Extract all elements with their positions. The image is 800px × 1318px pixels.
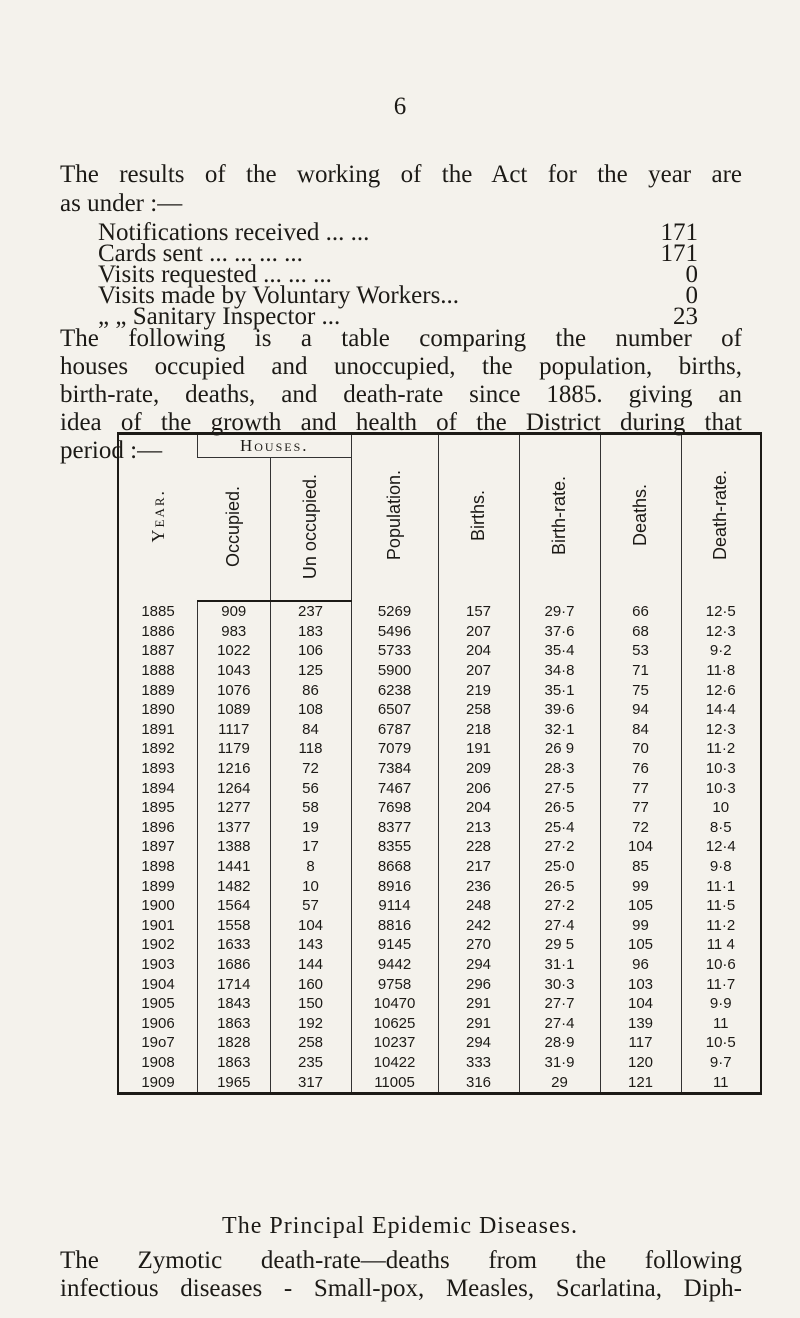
birth-rate-cell: 25·4: [519, 818, 600, 838]
table-row: [118, 955, 761, 975]
table-row: [118, 759, 761, 779]
death-rate-cell: 11·2: [681, 739, 761, 759]
population-cell: 10470: [351, 994, 438, 1014]
occupied-cell: 1264: [198, 778, 271, 798]
paragraph-line: birth-rate, deaths, and death-rate since 1885. giving an: [60, 381, 742, 408]
unoccupied-cell: 235: [270, 1053, 351, 1073]
year-cell: 1885: [141, 602, 175, 620]
births-cell: 157: [438, 601, 519, 622]
deaths-cell: 72: [600, 818, 681, 838]
unoccupied-cell: 72: [270, 759, 351, 779]
unoccupied-cell: 192: [270, 1013, 351, 1033]
occupied-cell: 1043: [198, 661, 271, 681]
birth-rate-cell: 27·4: [519, 1013, 600, 1033]
births-cell: 204: [438, 641, 519, 661]
births-cell: 218: [438, 720, 519, 740]
paragraph-line: houses occupied and unoccupied, the population, births,: [60, 353, 742, 380]
notification-label: Visits made by Voluntary Workers...: [98, 282, 460, 309]
births-cell: 333: [438, 1053, 519, 1073]
table-row: [118, 661, 761, 681]
deaths-cell: 96: [600, 955, 681, 975]
birth-rate-cell: 28·9: [519, 1033, 600, 1053]
population-cell: 11005: [351, 1072, 438, 1093]
death-rate-cell: 11·2: [681, 916, 761, 936]
population-cell: 5900: [351, 661, 438, 681]
occupied-cell: 1216: [198, 759, 271, 779]
births-cell: 228: [438, 837, 519, 857]
deaths-cell: 104: [600, 994, 681, 1014]
death-rate-cell: 10·3: [681, 778, 761, 798]
occupied-cell: 1076: [198, 680, 271, 700]
population-cell: 6507: [351, 700, 438, 720]
births-cell: 291: [438, 1013, 519, 1033]
table-row: [118, 837, 761, 857]
occupied-cell: 1686: [198, 955, 271, 975]
births-cell: 242: [438, 916, 519, 936]
population-cell: 6787: [351, 720, 438, 740]
paragraph-line: The Zymotic death-rate—deaths from the following: [60, 1247, 742, 1274]
paragraph-line: idea of the growth and health of the District during that: [60, 409, 742, 436]
birth-rate-cell: 32·1: [519, 720, 600, 740]
deaths-cell: 66: [600, 601, 681, 622]
births-cell: 207: [438, 622, 519, 642]
births-cell: 236: [438, 876, 519, 896]
deaths-cell: 84: [600, 720, 681, 740]
birth-rate-cell: 37·6: [519, 622, 600, 642]
death-rate-cell: 10: [681, 798, 761, 818]
deaths-cell: 99: [600, 916, 681, 936]
births-cell: 296: [438, 974, 519, 994]
deaths-cell: 104: [600, 837, 681, 857]
population-cell: 8916: [351, 876, 438, 896]
year-cell: 1892: [141, 740, 175, 758]
death-rate-cell: 9·8: [681, 857, 761, 877]
unoccupied-cell: 58: [270, 798, 351, 818]
page-number: 6: [393, 93, 407, 120]
population-cell: 8377: [351, 818, 438, 838]
unoccupied-cell: 57: [270, 896, 351, 916]
occupied-cell: 1388: [198, 837, 271, 857]
population-cell: 5269: [351, 601, 438, 622]
occupied-cell: 1863: [198, 1053, 271, 1073]
deaths-cell: 99: [600, 876, 681, 896]
unoccupied-cell: 125: [270, 661, 351, 681]
death-rate-cell: 11: [681, 1072, 761, 1093]
deaths-cell: 103: [600, 974, 681, 994]
notification-value: 171: [660, 219, 698, 246]
birth-rate-cell: 27·4: [519, 916, 600, 936]
death-rate-cell: 10·3: [681, 759, 761, 779]
paragraph-line: period :—: [60, 437, 163, 464]
population-cell: 7467: [351, 778, 438, 798]
births-cell: 204: [438, 798, 519, 818]
unoccupied-cell: 160: [270, 974, 351, 994]
table-row: [118, 876, 761, 896]
occupied-cell: 1965: [198, 1072, 271, 1093]
occupied-cell: 1089: [198, 700, 271, 720]
birth-rate-cell: 29: [519, 1072, 600, 1093]
intro-line-2: as under :—: [60, 190, 183, 217]
year-cell: 19o7: [141, 1034, 175, 1052]
population-cell: 8668: [351, 857, 438, 877]
birth-rate-cell: 27·2: [519, 837, 600, 857]
population-cell: 7698: [351, 798, 438, 818]
births-cell: 270: [438, 935, 519, 955]
occupied-cell: 1828: [198, 1033, 271, 1053]
notification-label: Cards sent ... ... ... ...: [98, 240, 303, 267]
population-cell: 10237: [351, 1033, 438, 1053]
unoccupied-cell: 19: [270, 818, 351, 838]
population-cell: 9114: [351, 896, 438, 916]
death-rate-cell: 12·3: [681, 720, 761, 740]
paragraph-line: The following is a table comparing the number of: [60, 325, 742, 352]
population-header: Population.: [351, 434, 438, 602]
occupied-cell: 1633: [198, 935, 271, 955]
death-rate-cell: 9·9: [681, 994, 761, 1014]
birth-rate-cell: 31·9: [519, 1053, 600, 1073]
unoccupied-cell: 118: [270, 739, 351, 759]
births-cell: 316: [438, 1072, 519, 1093]
unoccupied-cell: 144: [270, 955, 351, 975]
birth-rate-cell: 27·2: [519, 896, 600, 916]
notification-label: Notifications received ... ...: [98, 219, 370, 246]
occupied-header: Occupied.: [198, 458, 271, 602]
death-rate-header: Death-rate.: [681, 434, 761, 602]
unoccupied-cell: 317: [270, 1072, 351, 1093]
population-cell: 5733: [351, 641, 438, 661]
birth-rate-cell: 27·7: [519, 994, 600, 1014]
births-cell: 258: [438, 700, 519, 720]
death-rate-cell: 8·5: [681, 818, 761, 838]
table-row: [118, 739, 761, 759]
deaths-cell: 121: [600, 1072, 681, 1093]
year-cell: 1909: [141, 1073, 175, 1091]
births-cell: 291: [438, 994, 519, 1014]
unoccupied-cell: 108: [270, 700, 351, 720]
population-cell: 9145: [351, 935, 438, 955]
year-cell: 1894: [141, 779, 175, 797]
birth-rate-cell: 27·5: [519, 778, 600, 798]
births-cell: 191: [438, 739, 519, 759]
year-cell: 1896: [141, 818, 175, 836]
deaths-cell: 77: [600, 778, 681, 798]
deaths-cell: 76: [600, 759, 681, 779]
table-row: [118, 778, 761, 798]
death-rate-cell: 12·4: [681, 837, 761, 857]
death-rate-cell: 11·7: [681, 974, 761, 994]
population-cell: 10625: [351, 1013, 438, 1033]
year-cell: 1897: [141, 838, 175, 856]
unoccupied-cell: 150: [270, 994, 351, 1014]
unoccupied-cell: 143: [270, 935, 351, 955]
births-cell: 206: [438, 778, 519, 798]
table-row: [118, 974, 761, 994]
death-rate-cell: 12·3: [681, 622, 761, 642]
population-cell: 7079: [351, 739, 438, 759]
death-rate-cell: 12·6: [681, 680, 761, 700]
notification-label: Visits requested ... ... ...: [98, 261, 332, 288]
houses-header: Houses.: [198, 434, 352, 458]
birth-rate-cell: 28·3: [519, 759, 600, 779]
statistics-table: [117, 432, 762, 1095]
year-cell: 1891: [141, 720, 175, 738]
births-cell: 213: [438, 818, 519, 838]
occupied-cell: 1117: [198, 720, 271, 740]
year-cell: 1893: [141, 760, 175, 778]
death-rate-cell: 11·5: [681, 896, 761, 916]
year-cell: 1889: [141, 681, 175, 699]
unoccupied-cell: 104: [270, 916, 351, 936]
zymotic-paragraph: [60, 1247, 742, 1303]
death-rate-cell: 10·6: [681, 955, 761, 975]
table-row: [118, 601, 761, 622]
notification-value: 0: [685, 261, 698, 288]
year-cell: 1899: [141, 877, 175, 895]
deaths-cell: 120: [600, 1053, 681, 1073]
birth-rate-cell: 29 5: [519, 935, 600, 955]
table-row: [118, 1053, 761, 1073]
birth-rate-cell: 35·1: [519, 680, 600, 700]
table-row: [118, 1072, 761, 1093]
death-rate-cell: 11 4: [681, 935, 761, 955]
occupied-cell: 1863: [198, 1013, 271, 1033]
table-row: [118, 700, 761, 720]
year-cell: 1890: [141, 701, 175, 719]
birth-rate-cell: 31·1: [519, 955, 600, 975]
occupied-cell: 1482: [198, 876, 271, 896]
deaths-cell: 70: [600, 739, 681, 759]
births-cell: 217: [438, 857, 519, 877]
death-rate-cell: 12·5: [681, 601, 761, 622]
table-row: [118, 916, 761, 936]
deaths-cell: 94: [600, 700, 681, 720]
table-row: [118, 1033, 761, 1053]
birth-rate-cell: 26·5: [519, 798, 600, 818]
population-cell: 9758: [351, 974, 438, 994]
occupied-cell: 1022: [198, 641, 271, 661]
occupied-cell: 983: [198, 622, 271, 642]
births-cell: 207: [438, 661, 519, 681]
year-cell: 1898: [141, 858, 175, 876]
deaths-cell: 75: [600, 680, 681, 700]
year-cell: 1888: [141, 662, 175, 680]
birth-rate-cell: 29·7: [519, 601, 600, 622]
unoccupied-cell: 17: [270, 837, 351, 857]
notification-value: 171: [660, 240, 698, 267]
occupied-cell: 1843: [198, 994, 271, 1014]
population-cell: 5496: [351, 622, 438, 642]
year-cell: 1886: [141, 622, 175, 640]
notification-label: „ „ Sanitary Inspector ...: [98, 303, 341, 330]
notification-value: 0: [685, 282, 698, 309]
year-cell: 1887: [141, 642, 175, 660]
death-rate-cell: 14·4: [681, 700, 761, 720]
year-cell: 1904: [141, 975, 175, 993]
birth-rate-cell: 25·0: [519, 857, 600, 877]
table-row: [118, 1013, 761, 1033]
year-cell: 1902: [141, 936, 175, 954]
births-cell: 294: [438, 1033, 519, 1053]
year-cell: 1908: [141, 1053, 175, 1071]
deaths-cell: 77: [600, 798, 681, 818]
deaths-cell: 68: [600, 622, 681, 642]
year-cell: 1895: [141, 799, 175, 817]
deaths-cell: 85: [600, 857, 681, 877]
unoccupied-cell: 106: [270, 641, 351, 661]
deaths-cell: 139: [600, 1013, 681, 1033]
occupied-cell: 1564: [198, 896, 271, 916]
deaths-cell: 105: [600, 896, 681, 916]
table-row: [118, 818, 761, 838]
population-cell: 7384: [351, 759, 438, 779]
occupied-cell: 909: [198, 601, 271, 622]
intro-line-1: The results of the working of the Act for the year are: [60, 161, 742, 188]
deaths-cell: 105: [600, 935, 681, 955]
death-rate-cell: 11·8: [681, 661, 761, 681]
births-cell: 248: [438, 896, 519, 916]
death-rate-cell: 11·1: [681, 876, 761, 896]
year-cell: 1906: [141, 1014, 175, 1032]
birth-rate-header: Birth-rate.: [519, 434, 600, 602]
deaths-cell: 53: [600, 641, 681, 661]
births-cell: 209: [438, 759, 519, 779]
table-row: [118, 720, 761, 740]
year-cell: 1905: [141, 995, 175, 1013]
table-row: [118, 798, 761, 818]
birth-rate-cell: 39·6: [519, 700, 600, 720]
unoccupied-cell: 84: [270, 720, 351, 740]
unoccupied-cell: 237: [270, 601, 351, 622]
year-header: Year.: [147, 488, 168, 543]
birth-rate-cell: 30·3: [519, 974, 600, 994]
births-cell: 219: [438, 680, 519, 700]
deaths-cell: 117: [600, 1033, 681, 1053]
deaths-header: Deaths.: [600, 434, 681, 602]
section-heading: The Principal Epidemic Diseases.: [222, 1213, 578, 1239]
population-cell: 6238: [351, 680, 438, 700]
unoccupied-cell: 56: [270, 778, 351, 798]
population-cell: 8355: [351, 837, 438, 857]
table-row: [118, 935, 761, 955]
unoccupied-cell: 183: [270, 622, 351, 642]
unoccupied-cell: 10: [270, 876, 351, 896]
birth-rate-cell: 26 9: [519, 739, 600, 759]
unoccupied-header: Un occupied.: [270, 458, 351, 602]
table-row: [118, 641, 761, 661]
table-row: [118, 622, 761, 642]
table-row: [118, 896, 761, 916]
year-cell: 1903: [141, 955, 175, 973]
occupied-cell: 1714: [198, 974, 271, 994]
notification-value: 23: [673, 303, 698, 330]
occupied-cell: 1277: [198, 798, 271, 818]
population-cell: 9442: [351, 955, 438, 975]
occupied-cell: 1441: [198, 857, 271, 877]
occupied-cell: 1558: [198, 916, 271, 936]
table-row: [118, 994, 761, 1014]
birth-rate-cell: 35·4: [519, 641, 600, 661]
birth-rate-cell: 34·8: [519, 661, 600, 681]
year-cell: 1901: [141, 916, 175, 934]
table-row: [118, 680, 761, 700]
death-rate-cell: 9·7: [681, 1053, 761, 1073]
birth-rate-cell: 26·5: [519, 876, 600, 896]
births-header: Births.: [438, 434, 519, 602]
table-row: [118, 857, 761, 877]
year-cell: 1900: [141, 897, 175, 915]
death-rate-cell: 11: [681, 1013, 761, 1033]
unoccupied-cell: 8: [270, 857, 351, 877]
occupied-cell: 1179: [198, 739, 271, 759]
unoccupied-cell: 86: [270, 680, 351, 700]
births-cell: 294: [438, 955, 519, 975]
paragraph-line: infectious diseases - Small-pox, Measles, Scarlatina, Diph-: [60, 1275, 742, 1302]
population-cell: 10422: [351, 1053, 438, 1073]
death-rate-cell: 9·2: [681, 641, 761, 661]
occupied-cell: 1377: [198, 818, 271, 838]
death-rate-cell: 10·5: [681, 1033, 761, 1053]
population-cell: 8816: [351, 916, 438, 936]
unoccupied-cell: 258: [270, 1033, 351, 1053]
deaths-cell: 71: [600, 661, 681, 681]
